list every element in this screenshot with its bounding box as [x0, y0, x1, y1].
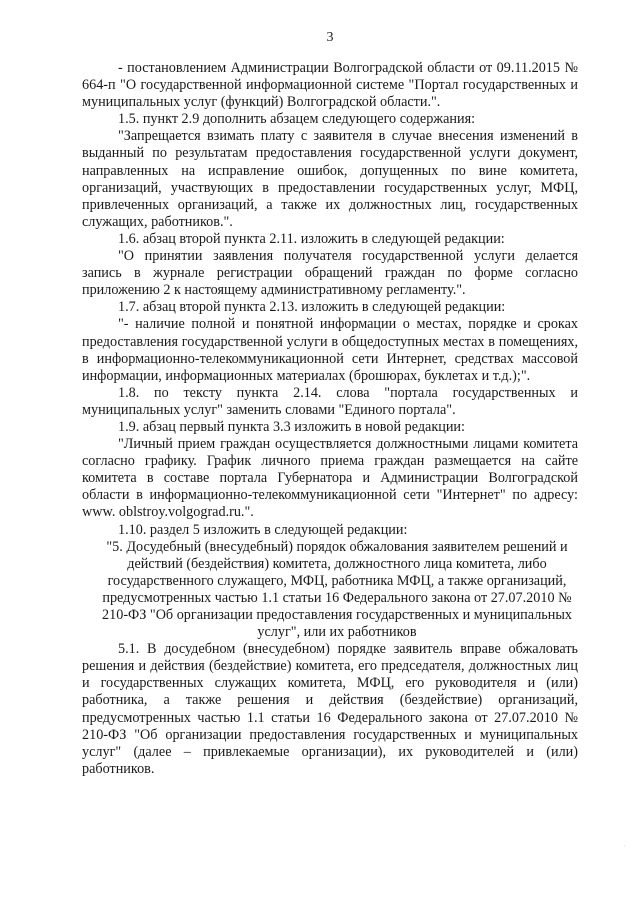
- paragraph-1-10: 1.10. раздел 5 изложить в следующей редакции:: [118, 521, 408, 538]
- paragraph-1-9: 1.9. абзац первый пункта 3.3 изложить в новой редакции:: [118, 418, 465, 435]
- page-number: 3: [326, 30, 334, 45]
- paragraph-1-8: 1.8. по тексту пункта 2.14. слова "портала государственных и муниципальных услуг" заменить словами "Единого портала".: [82, 384, 578, 418]
- paragraph-fee-prohibition: "Запрещается взимать плату с заявителя в случае внесения изменений в выданный по результатам предоставления государственной услуги документ, направленных на исправление ошибок, допущенных по вине комитета, организаций, участвующих в предоставлении государственных услуг, МФЦ, привлеченных организаций, а также их должностных лиц, государственных служащих, работников.".: [82, 128, 578, 230]
- section-5-heading: "5. Досудебный (внесудебный) порядок обжалования заявителем решений и действий (бездействия) комитета, должностного лица комитета, либо государственного служащего, МФЦ, работника МФЦ, а также организаций, предусмотренных частью 1.1 статьи 16 Федерального закона от 27.07.2010 № 210-ФЗ "Об организации предоставления государственных и муниципальных услуг", или их работников: [102, 538, 572, 641]
- paragraph-1-6: 1.6. абзац второй пункта 2.11. изложить в следующей редакции:: [118, 230, 505, 247]
- paragraph-1-5: 1.5. пункт 2.9 дополнить абзацем следующего содержания:: [118, 111, 476, 128]
- paragraph-resolution-reference: - постановлением Администрации Волгоградской области от 09.11.2015 № 664-п "О государственной информационной системе "Портал государственных и муниципальных услуг (функций) Волгоградской области.".: [82, 60, 578, 111]
- paragraph-information-availability: "- наличие полной и понятной информации о местах, порядке и сроках предоставления государственной услуги в общедоступных местах в помещениях, в информационно-телекоммуникационной сети Интернет, средствах массовой информации, информационных материалах (брошюрах, буклетах и т.д.);".: [82, 316, 578, 384]
- paragraph-application-registration: "О принятии заявления получателя государственной услуги делается запись в журнале регистрации обращений граждан по форме согласно приложению 2 к настоящему административному регламенту.".: [82, 248, 578, 299]
- paragraph-1-7: 1.7. абзац второй пункта 2.13. изложить в следующей редакции:: [118, 299, 506, 316]
- paragraph-personal-reception: "Личный прием граждан осуществляется должностными лицами комитета согласно графику. График личного приема граждан размещается на сайте комитета в составе портала Губернатора и Администрации Волгоградской области в информационно-телекоммуникационной сети "Интернет" по адресу: www. oblstroy.volgograd.ru.".: [82, 436, 578, 521]
- paragraph-5-1: 5.1. В досудебном (внесудебном) порядке заявитель вправе обжаловать решения и действия (бездействие) комитета, его председателя, должностных лиц и государственных служащих комитета, МФЦ, его руководителя и (или) работника, а также решения и действия (бездействие) организаций, предусмотренных частью 1.1 статьи 16 Федерального закона от 27.07.2010 № 210-ФЗ "Об организации предоставления государственных и муниципальных услуг" (далее – привлекаемые организации), их руководителей и (или) работников.: [82, 641, 578, 777]
- scan-artifact-mark: ·: [623, 842, 626, 851]
